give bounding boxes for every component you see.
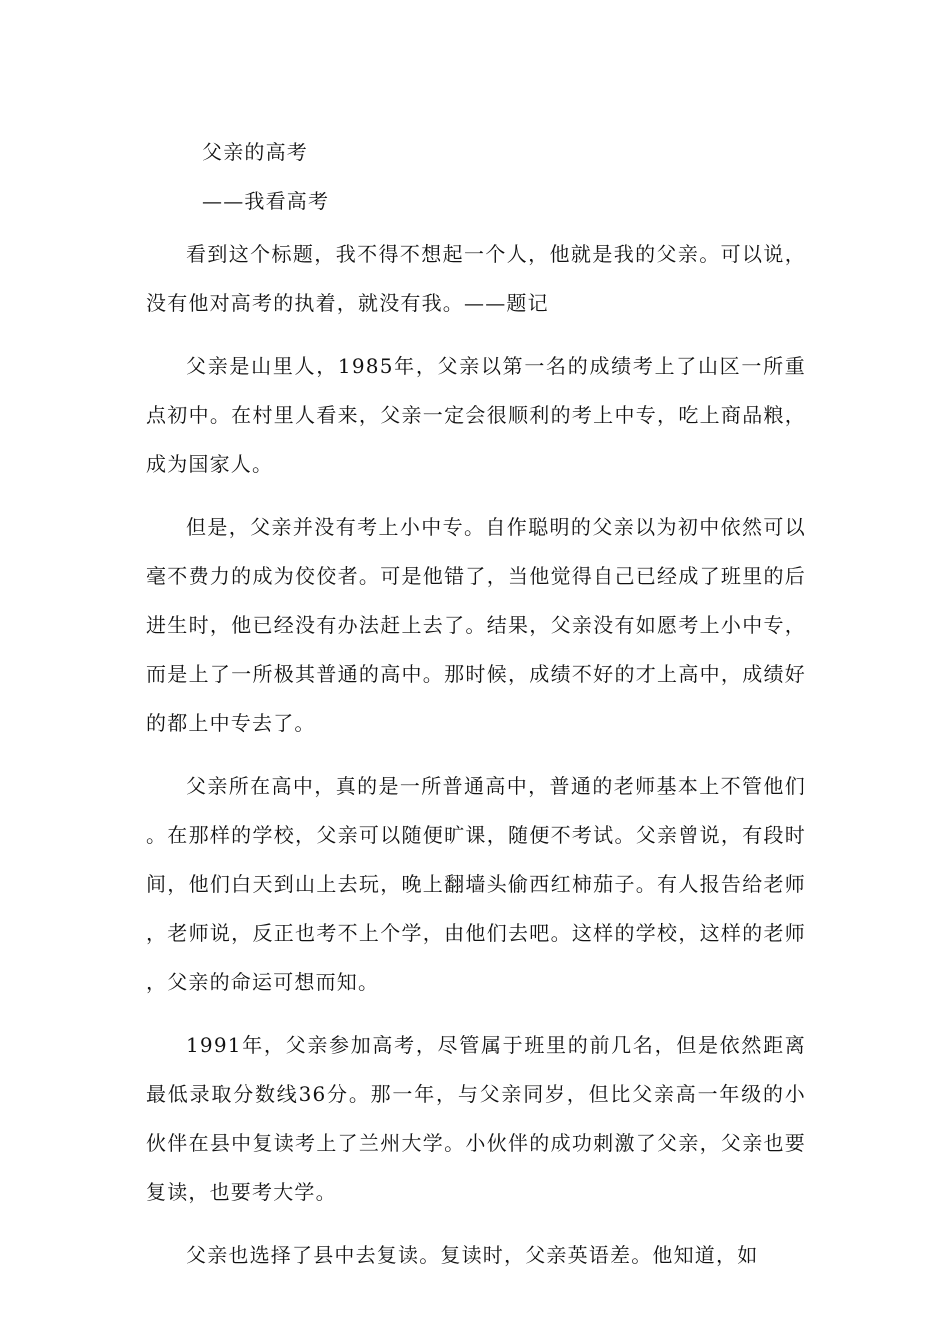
paragraph-1: 父亲是山里人，1985年，父亲以第一名的成绩考上了山区一所重点初中。在村里人看来，父亲一定会很顺利的考上中专，吃上商品粮，成为国家人。 xyxy=(146,354,806,476)
paragraph-5: 父亲也选择了县中去复读。复读时，父亲英语差。他知道，如 xyxy=(186,1243,759,1267)
paragraph-3: 父亲所在高中，真的是一所普通高中，普通的老师基本上不管他们。在那样的学校，父亲可以随便旷课，随便不考试。父亲曾说，有段时间，他们白天到山上去玩，晚上翻墙头偷西红柿茄子。有人报告给老师，老师说，反正也考不上个学，由他们去吧。这样的学校，这样的老师，父亲的命运可想而知。 xyxy=(146,774,806,994)
paragraph-epigraph: 看到这个标题，我不得不想起一个人，他就是我的父亲。可以说，没有他对高考的执着，就没有我。——题记 xyxy=(146,242,806,315)
document-subtitle: ——我看高考 xyxy=(202,189,330,213)
paragraph-2: 但是，父亲并没有考上小中专。自作聪明的父亲以为初中依然可以毫不费力的成为佼佼者。可是他错了，当他觉得自己已经成了班里的后进生时，他已经没有办法赶上去了。结果，父亲没有如愿考上小中专，而是上了一所极其普通的高中。那时候，成绩不好的才上高中，成绩好的都上中专去了。 xyxy=(146,515,806,735)
paragraph-4: 1991年，父亲参加高考，尽管属于班里的前几名，但是依然距离最低录取分数线36分。那一年，与父亲同岁，但比父亲高一年级的小伙伴在县中复读考上了兰州大学。小伙伴的成功刺激了父亲，父亲也要复读，也要考大学。 xyxy=(146,1033,806,1204)
document-title: 父亲的高考 xyxy=(202,140,308,164)
document-body xyxy=(146,128,806,1280)
